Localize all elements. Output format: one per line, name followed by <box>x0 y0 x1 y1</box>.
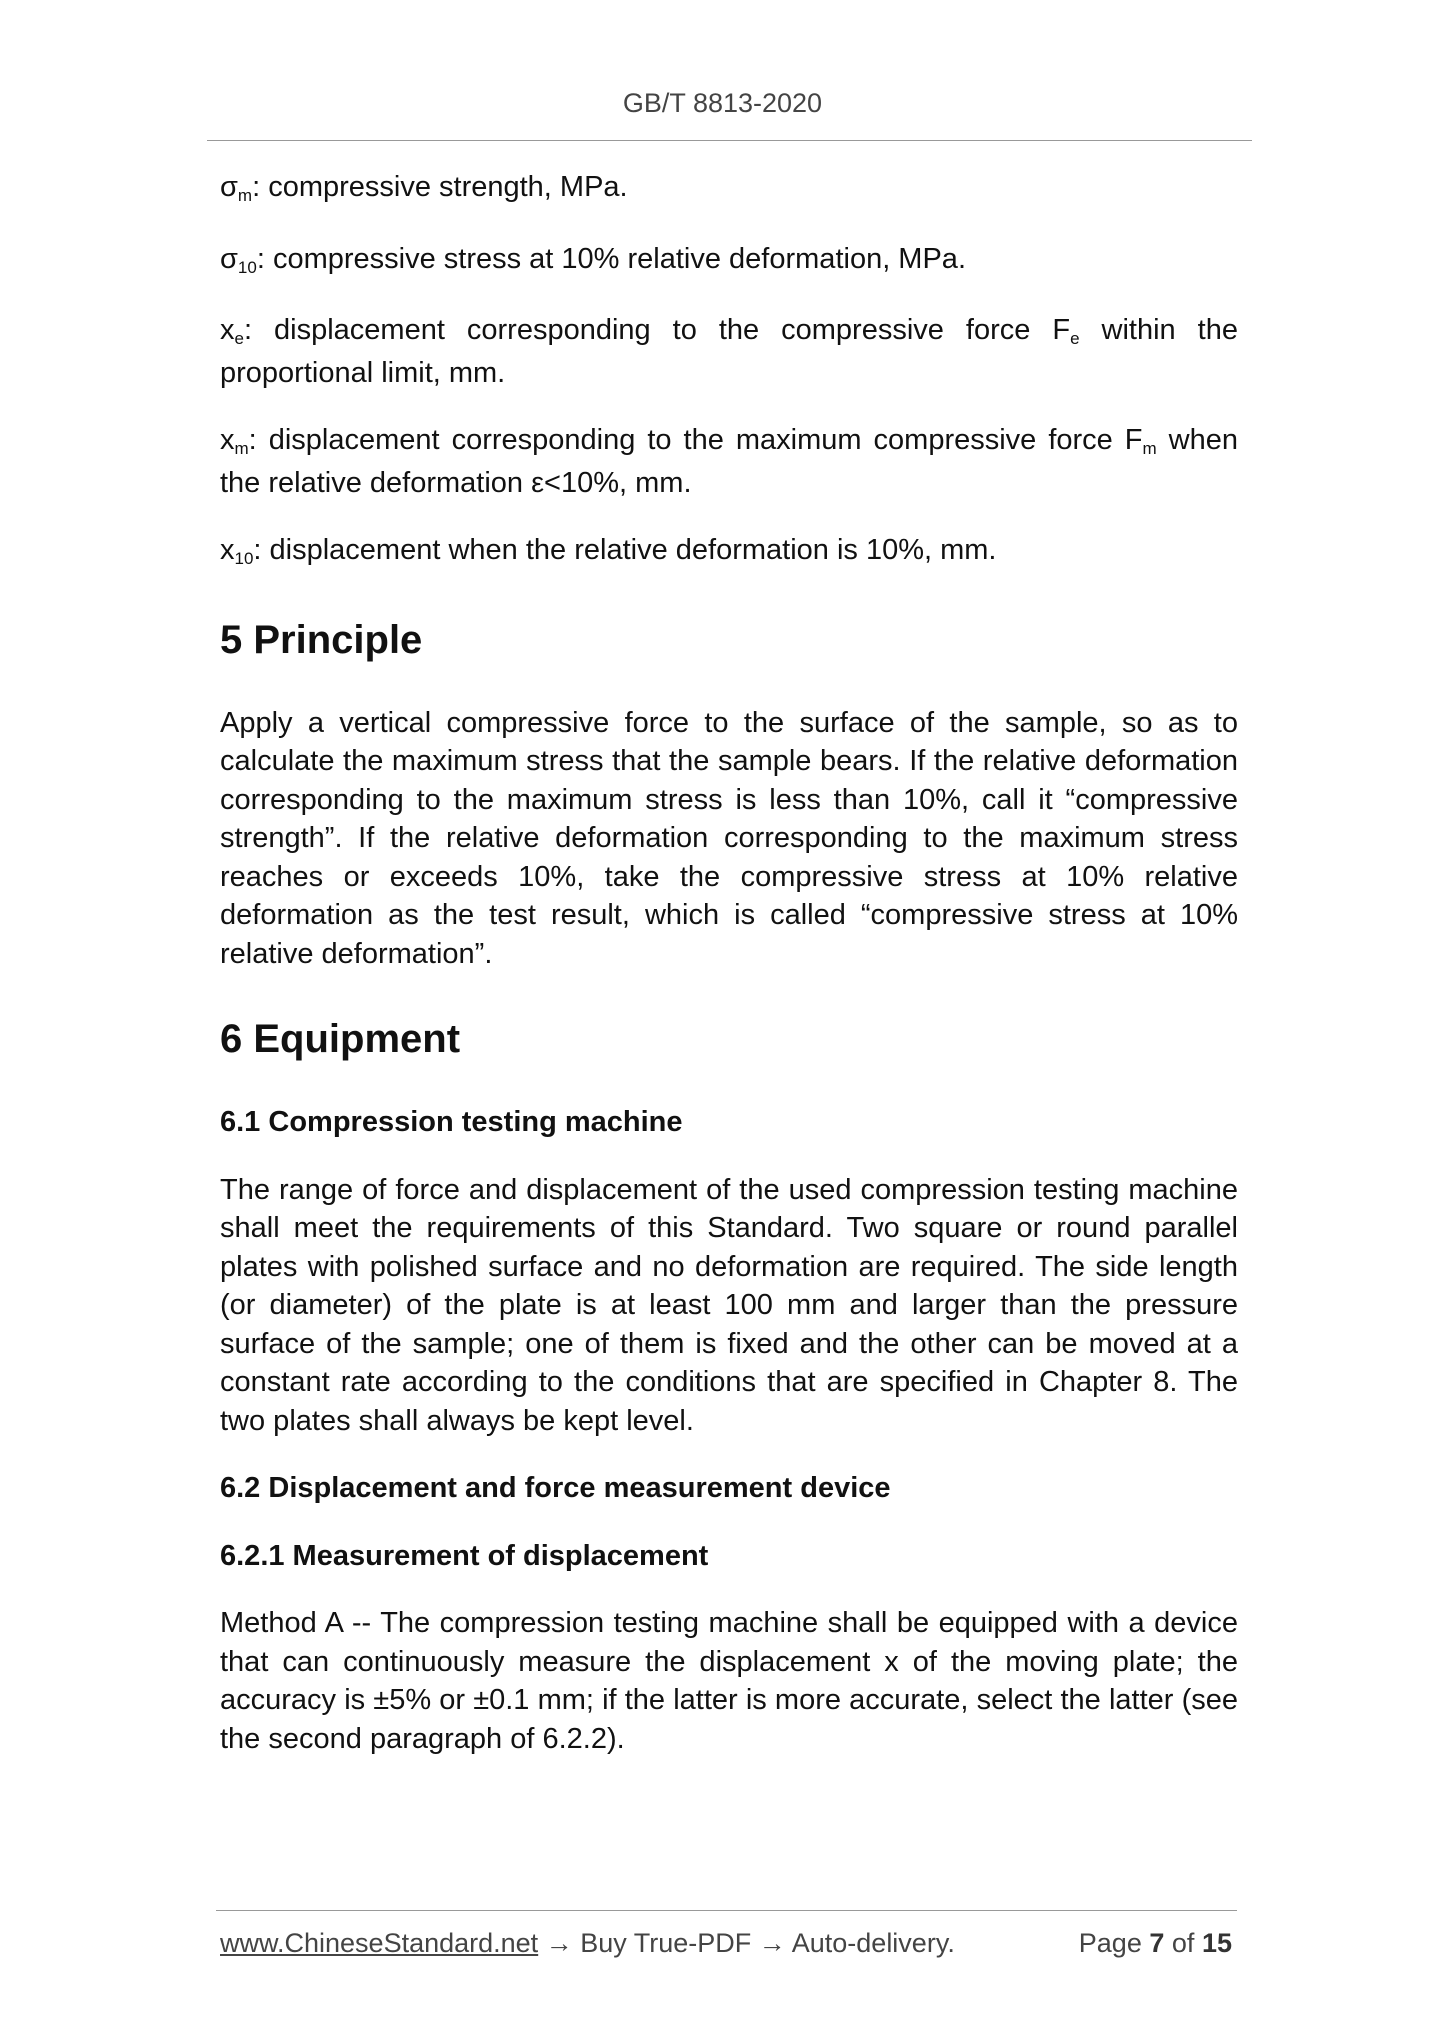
section-6-1-heading: 6.1 Compression testing machine <box>220 1106 683 1138</box>
definition-x-m: xm: displacement corresponding to the maximum compressive force Fm when the relative deformation ε<10%, mm. <box>220 424 1238 499</box>
section-6-2-1-body: Method A -- The compression testing machine shall be equipped with a device that can continuously measure the displacement x of the moving plate; the accuracy is ±5% or ±0.1 mm; if the latter is more accurate, select the latter (see the second paragraph of 6.2.2). <box>220 1607 1238 1755</box>
page-footer <box>220 1928 1232 1959</box>
document-body <box>220 168 1238 1787</box>
page-header: GB/T 8813-2020 <box>622 88 823 118</box>
section-5-body: Apply a vertical compressive force to the surface of the sample, so as to calculate the maximum stress that the sample bears. If the relative deformation corresponding to the maximum stress is less than 10%, call it “compressive strength”. If the relative deformation corresponding to the maximum stress reaches or exceeds 10%, take the compressive stress at 10% relative deformation as the test result, which is called “compressive stress at 10% relative deformation”. <box>220 706 1238 970</box>
definition-x-10: x10: displacement when the relative deformation is 10%, mm. <box>220 534 997 568</box>
definition-x-e: xe: displacement corresponding to the compressive force Fe within the proportional limit, mm. <box>220 314 1238 389</box>
header-divider <box>207 140 1252 141</box>
footer-tagline: → Buy True-PDF → Auto-delivery. <box>538 1928 955 1958</box>
definition-sigma-10: σ10: compressive stress at 10% relative deformation, MPa. <box>220 242 966 277</box>
footer-divider <box>216 1910 1237 1911</box>
section-6-heading: 6 Equipment <box>220 1017 461 1061</box>
definition-sigma-m: σm: compressive strength, MPa. <box>220 171 628 205</box>
section-6-1-body: The range of force and displacement of the used compression testing machine shall meet the requirements of this Standard. Two square or round parallel plates with polished surface and no deformation are required. The side length (or diameter) of the plate is at least 100 mm and larger than the pressure surface of the sample; one of them is fixed and the other can be moved at a constant rate according to the conditions that are specified in Chapter 8. The two plates shall always be kept level. <box>220 1173 1238 1437</box>
page-number: Page 7 of 15 <box>1078 1928 1232 1958</box>
website-link[interactable]: www.ChineseStandard.net <box>220 1928 539 1958</box>
section-5-heading: 5 Principle <box>220 617 423 662</box>
section-6-2-1-heading: 6.2.1 Measurement of displacement <box>220 1539 709 1572</box>
section-6-2-heading: 6.2 Displacement and force measurement device <box>220 1472 891 1504</box>
